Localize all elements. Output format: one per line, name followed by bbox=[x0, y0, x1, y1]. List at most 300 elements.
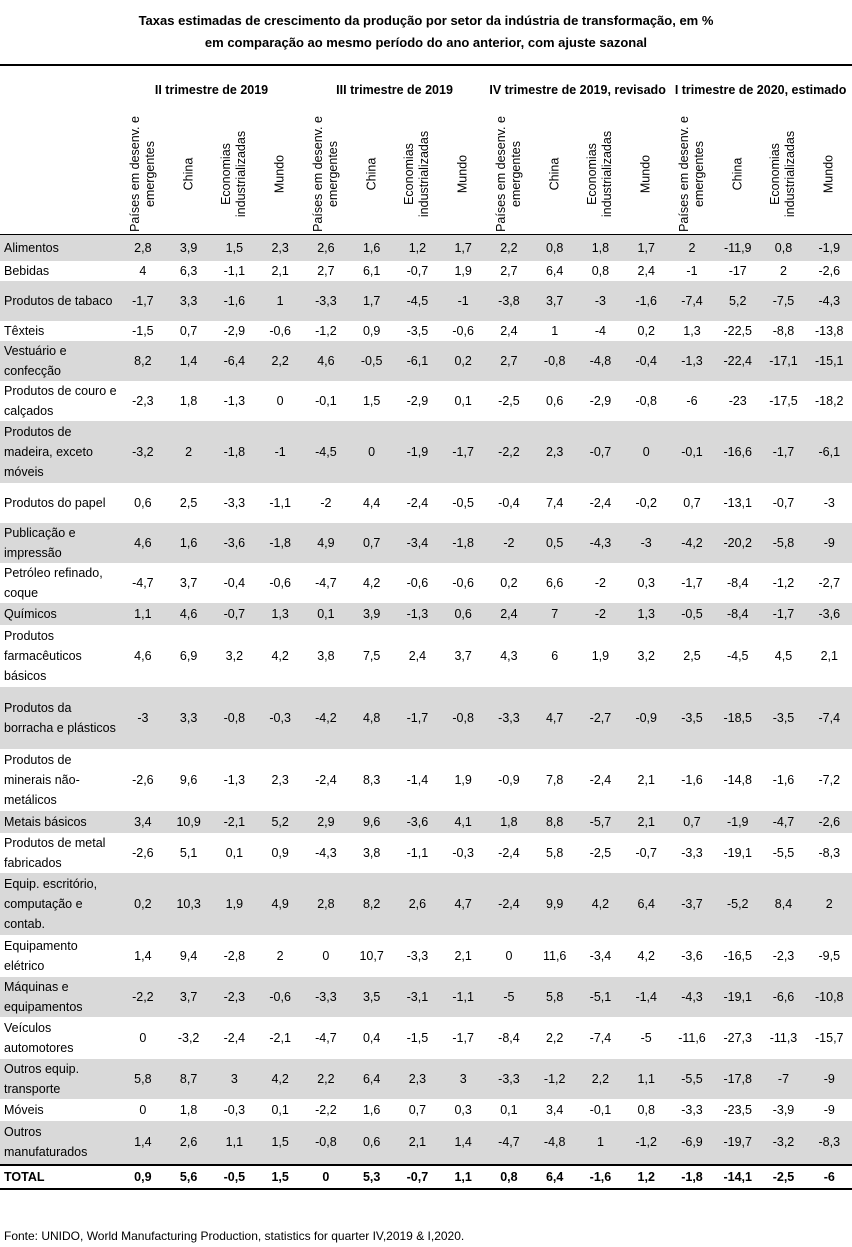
value-cell: -0,8 bbox=[303, 1121, 349, 1165]
value-cell: -1,6 bbox=[772, 772, 795, 787]
value-cell: 7 bbox=[532, 603, 578, 625]
value-cell: -3,1 bbox=[395, 977, 441, 1017]
value-cell: -1,7 bbox=[761, 421, 807, 483]
value-cell: 1,9 bbox=[591, 648, 610, 663]
table-row bbox=[0, 833, 852, 873]
value-cell: -4,7 bbox=[486, 1121, 532, 1165]
value-cell: 3 bbox=[440, 1059, 486, 1099]
value-cell: -0,8 bbox=[212, 687, 258, 749]
value-cell: 0,7 bbox=[349, 523, 395, 563]
column-header-label: China bbox=[364, 157, 379, 191]
value-cell: 2,6 bbox=[395, 873, 441, 935]
value-cell: 2,8 bbox=[303, 873, 349, 935]
row-label: Produtos de couro e calçados bbox=[4, 383, 117, 418]
total-value-cell: 6,4 bbox=[532, 1165, 578, 1189]
table-title bbox=[0, 10, 852, 54]
row-label: Outros manufaturados bbox=[0, 1121, 120, 1165]
value-cell: -1,1 bbox=[440, 977, 486, 1017]
value-cell: 1,4 bbox=[440, 1121, 486, 1165]
value-cell: 2,4 bbox=[408, 648, 427, 663]
value-cell: -0,7 bbox=[635, 845, 657, 860]
value-cell: 0,7 bbox=[683, 495, 701, 510]
value-cell: -2,9 bbox=[406, 393, 429, 408]
value-cell: -2,9 bbox=[223, 323, 246, 338]
value-cell: 4,2 bbox=[637, 948, 655, 963]
value-cell: 0 bbox=[505, 948, 513, 963]
value-cell: -1,5 bbox=[132, 323, 154, 338]
value-cell: -3,6 bbox=[806, 603, 852, 625]
value-cell: -1,6 bbox=[681, 772, 703, 787]
value-cell: -8,3 bbox=[818, 845, 841, 860]
value-cell: -1,7 bbox=[120, 281, 166, 321]
value-cell: 1,4 bbox=[166, 341, 212, 381]
value-cell: 9,9 bbox=[532, 873, 578, 935]
value-cell: -4,5 bbox=[303, 421, 349, 483]
value-cell: 1 bbox=[551, 323, 559, 338]
value-cell: -3,8 bbox=[486, 281, 532, 321]
value-cell: -7,4 bbox=[669, 281, 715, 321]
value-cell: -7 bbox=[761, 1059, 807, 1099]
table-row bbox=[0, 483, 852, 523]
total-value-cell: 1,2 bbox=[623, 1165, 669, 1189]
value-cell: -3,3 bbox=[681, 1102, 703, 1117]
value-cell: 7,4 bbox=[545, 495, 564, 510]
value-cell: 2,2 bbox=[257, 341, 303, 381]
value-cell: 3,7 bbox=[454, 648, 472, 663]
value-cell: -3 bbox=[823, 495, 835, 510]
value-cell: 1,1 bbox=[120, 603, 166, 625]
value-cell: 1,2 bbox=[395, 235, 441, 261]
value-cell: 6,6 bbox=[545, 575, 564, 590]
total-value-cell: -2,5 bbox=[761, 1165, 807, 1189]
value-cell: -1,1 bbox=[223, 263, 246, 278]
value-cell: -1,5 bbox=[406, 1030, 429, 1045]
table-row bbox=[0, 935, 852, 977]
value-cell: -13,1 bbox=[723, 495, 752, 510]
value-cell: 0 bbox=[276, 393, 284, 408]
value-cell: 4,1 bbox=[440, 811, 486, 833]
value-cell: -3,3 bbox=[303, 281, 349, 321]
value-cell: -20,2 bbox=[715, 523, 761, 563]
column-header-label: Economias industrializadas bbox=[219, 130, 249, 218]
value-cell: 1,1 bbox=[212, 1121, 258, 1165]
value-cell: -2,7 bbox=[818, 575, 841, 590]
value-cell: 1 bbox=[578, 1121, 624, 1165]
column-header-label: China bbox=[730, 157, 745, 191]
value-cell: -1,4 bbox=[623, 977, 669, 1017]
value-cell: 9,6 bbox=[179, 772, 198, 787]
value-cell: 0,3 bbox=[454, 1102, 472, 1117]
value-cell: 0,4 bbox=[362, 1030, 381, 1045]
value-cell: 9,4 bbox=[179, 948, 198, 963]
value-cell: 2,1 bbox=[395, 1121, 441, 1165]
value-cell: -4,3 bbox=[806, 281, 852, 321]
value-cell: -18,5 bbox=[715, 687, 761, 749]
value-cell: -9 bbox=[806, 1059, 852, 1099]
table-row bbox=[0, 421, 852, 483]
value-cell: -15,7 bbox=[815, 1030, 844, 1045]
total-value-cell: -1,8 bbox=[669, 1165, 715, 1189]
value-cell: -1,6 bbox=[212, 281, 258, 321]
value-cell: 0,6 bbox=[349, 1121, 395, 1165]
value-cell: 0,2 bbox=[500, 575, 518, 590]
value-cell: -3,5 bbox=[406, 323, 429, 338]
value-cell: -6,4 bbox=[212, 341, 258, 381]
total-value-cell: -1,6 bbox=[578, 1165, 624, 1189]
value-cell: 4,6 bbox=[120, 523, 166, 563]
value-cell: 3,2 bbox=[637, 648, 655, 663]
value-cell: 4,4 bbox=[362, 495, 381, 510]
growth-table bbox=[0, 64, 852, 1190]
value-cell: 6 bbox=[551, 648, 559, 663]
value-cell: 0,1 bbox=[271, 1102, 289, 1117]
value-cell: -1,2 bbox=[623, 1121, 669, 1165]
corner-cell bbox=[0, 65, 120, 114]
value-cell: -3,2 bbox=[761, 1121, 807, 1165]
value-cell: 0,8 bbox=[532, 235, 578, 261]
value-cell: -3,3 bbox=[406, 948, 429, 963]
table-body bbox=[0, 235, 852, 1189]
value-cell: 2 bbox=[276, 948, 284, 963]
value-cell: -0,6 bbox=[269, 323, 291, 338]
column-header bbox=[623, 114, 669, 235]
value-cell: -1,8 bbox=[257, 523, 303, 563]
row-label: Outros equip. transporte bbox=[0, 1059, 120, 1099]
value-cell: -0,4 bbox=[223, 575, 246, 590]
value-cell: 0,8 bbox=[761, 235, 807, 261]
value-cell: -18,2 bbox=[815, 393, 844, 408]
value-cell: -16,6 bbox=[715, 421, 761, 483]
value-cell: 0 bbox=[623, 421, 669, 483]
value-cell: -17,1 bbox=[761, 341, 807, 381]
value-cell: -8,4 bbox=[715, 603, 761, 625]
table-row bbox=[0, 977, 852, 1017]
value-cell: -5 bbox=[640, 1030, 652, 1045]
value-cell: 4,9 bbox=[257, 873, 303, 935]
value-cell: 0 bbox=[139, 1102, 147, 1117]
value-cell: 5,2 bbox=[257, 811, 303, 833]
value-cell: -3,3 bbox=[486, 687, 532, 749]
value-cell: 2,2 bbox=[578, 1059, 624, 1099]
value-cell: -5,8 bbox=[761, 523, 807, 563]
value-cell: -0,1 bbox=[315, 393, 337, 408]
column-header bbox=[303, 114, 349, 235]
value-cell: -5,1 bbox=[578, 977, 624, 1017]
value-cell: 0,2 bbox=[637, 323, 655, 338]
value-cell: 1,3 bbox=[623, 603, 669, 625]
value-cell: -22,5 bbox=[723, 323, 752, 338]
value-cell: 1,6 bbox=[362, 1102, 381, 1117]
title-line-1: Taxas estimadas de crescimento da produção por setor da indústria de transformação, em % bbox=[138, 13, 714, 28]
value-cell: 3,5 bbox=[349, 977, 395, 1017]
value-cell: -4,3 bbox=[578, 523, 624, 563]
value-cell: -1 bbox=[257, 421, 303, 483]
table-row bbox=[0, 625, 852, 687]
value-cell: -3,9 bbox=[772, 1102, 795, 1117]
value-cell: -3 bbox=[578, 281, 624, 321]
value-cell: 4,2 bbox=[257, 1059, 303, 1099]
total-value-cell: -14,1 bbox=[715, 1165, 761, 1189]
value-cell: -22,4 bbox=[715, 341, 761, 381]
value-cell: 2 bbox=[166, 421, 212, 483]
row-label: Produtos de metal fabricados bbox=[4, 835, 106, 870]
value-cell: 4,7 bbox=[440, 873, 486, 935]
value-cell: 8,3 bbox=[362, 772, 381, 787]
source-note: Fonte: UNIDO, World Manufacturing Production, statistics for quarter IV,2019 & I,2020. bbox=[4, 1229, 465, 1243]
value-cell: 4,2 bbox=[578, 873, 624, 935]
value-cell: -0,3 bbox=[223, 1102, 246, 1117]
value-cell: -19,1 bbox=[723, 845, 752, 860]
value-cell: -5,5 bbox=[669, 1059, 715, 1099]
value-cell: 3,2 bbox=[225, 648, 244, 663]
value-cell: -0,7 bbox=[406, 263, 429, 278]
value-cell: 1,8 bbox=[179, 393, 198, 408]
column-header bbox=[486, 114, 532, 235]
value-cell: 2 bbox=[780, 263, 787, 278]
value-cell: -4,8 bbox=[578, 341, 624, 381]
value-cell: 8,7 bbox=[166, 1059, 212, 1099]
value-cell: 2,9 bbox=[303, 811, 349, 833]
value-cell: 4,6 bbox=[134, 648, 152, 663]
value-cell: -3,3 bbox=[681, 845, 703, 860]
value-cell: -2,2 bbox=[120, 977, 166, 1017]
value-cell: -2,5 bbox=[498, 393, 520, 408]
value-cell: -2 bbox=[486, 523, 532, 563]
value-cell: -1,7 bbox=[681, 575, 703, 590]
value-cell: 1,4 bbox=[120, 1121, 166, 1165]
value-cell: 6,4 bbox=[349, 1059, 395, 1099]
value-cell: -2,4 bbox=[589, 495, 612, 510]
value-cell: 2,6 bbox=[166, 1121, 212, 1165]
value-cell: 0,1 bbox=[500, 1102, 518, 1117]
value-cell: 1,8 bbox=[486, 811, 532, 833]
value-cell: -3,5 bbox=[761, 687, 807, 749]
value-cell: 4,8 bbox=[349, 687, 395, 749]
column-header-label: Países em desenv. e emergentes bbox=[310, 116, 340, 232]
value-cell: -4,8 bbox=[532, 1121, 578, 1165]
value-cell: -19,7 bbox=[715, 1121, 761, 1165]
value-cell: -4,5 bbox=[726, 648, 749, 663]
value-cell: 0 bbox=[322, 948, 330, 963]
column-header-label: Mundo bbox=[272, 154, 287, 194]
value-cell: 0,2 bbox=[440, 341, 486, 381]
value-cell: -1,7 bbox=[395, 687, 441, 749]
value-cell: 9,6 bbox=[349, 811, 395, 833]
value-cell: -0,6 bbox=[406, 575, 429, 590]
value-cell: -4,2 bbox=[303, 687, 349, 749]
value-cell: -1,9 bbox=[715, 811, 761, 833]
period-header: III trimestre de 2019 bbox=[303, 65, 486, 114]
value-cell: -0,4 bbox=[623, 341, 669, 381]
column-header bbox=[440, 114, 486, 235]
value-cell: -1,1 bbox=[269, 495, 291, 510]
value-cell: -11,3 bbox=[769, 1030, 798, 1045]
column-header-label: Mundo bbox=[821, 154, 836, 194]
value-cell: 11,6 bbox=[542, 948, 567, 963]
column-header-label: Países em desenv. e emergentes bbox=[127, 116, 157, 232]
column-header bbox=[715, 114, 761, 235]
value-cell: -0,6 bbox=[452, 323, 474, 338]
column-header-label: Economias industrializadas bbox=[768, 130, 798, 218]
value-cell: 3,7 bbox=[179, 575, 198, 590]
column-header bbox=[669, 114, 715, 235]
value-cell: 0,6 bbox=[134, 495, 152, 510]
value-cell: -0,9 bbox=[498, 772, 520, 787]
value-cell: 6,4 bbox=[545, 263, 564, 278]
value-cell: -1,2 bbox=[532, 1059, 578, 1099]
value-cell: 0,8 bbox=[637, 1102, 655, 1117]
value-cell: 2,8 bbox=[120, 235, 166, 261]
value-cell: -0,9 bbox=[623, 687, 669, 749]
table-row bbox=[0, 381, 852, 421]
value-cell: -2,3 bbox=[212, 977, 258, 1017]
value-cell: 1,7 bbox=[440, 235, 486, 261]
value-cell: -8,4 bbox=[726, 575, 749, 590]
value-cell: -1 bbox=[686, 263, 698, 278]
table-row bbox=[0, 341, 852, 381]
value-cell: 1,6 bbox=[349, 235, 395, 261]
value-cell: 2,1 bbox=[271, 263, 289, 278]
value-cell: -2,4 bbox=[223, 1030, 246, 1045]
value-cell: -11,6 bbox=[678, 1030, 706, 1045]
value-cell: -1,2 bbox=[772, 575, 795, 590]
row-label: Máquinas e equipamentos bbox=[0, 977, 120, 1017]
value-cell: -5,5 bbox=[772, 845, 795, 860]
value-cell: 4,2 bbox=[271, 648, 289, 663]
table-row bbox=[0, 1059, 852, 1099]
value-cell: 2,6 bbox=[303, 235, 349, 261]
value-cell: -4,7 bbox=[315, 1030, 337, 1045]
value-cell: -0,3 bbox=[452, 845, 474, 860]
column-header bbox=[578, 114, 624, 235]
value-cell: 6,1 bbox=[362, 263, 381, 278]
column-header bbox=[395, 114, 441, 235]
value-cell: 0,1 bbox=[225, 845, 244, 860]
row-label: Equip. escritório, computação e contab. bbox=[0, 873, 120, 935]
value-cell: 2,1 bbox=[623, 811, 669, 833]
value-cell: -4,3 bbox=[669, 977, 715, 1017]
value-cell: -2,2 bbox=[486, 421, 532, 483]
value-cell: -4,7 bbox=[761, 811, 807, 833]
corner-cell-sub bbox=[0, 114, 120, 235]
value-cell: -2,6 bbox=[132, 772, 154, 787]
value-cell: -3,3 bbox=[223, 495, 246, 510]
value-cell: 4,6 bbox=[303, 341, 349, 381]
row-label: Produtos de minerais não-metálicos bbox=[4, 752, 80, 807]
value-cell: 6,3 bbox=[179, 263, 198, 278]
total-value-cell: 0,9 bbox=[120, 1165, 166, 1189]
value-cell: -2,6 bbox=[806, 811, 852, 833]
value-cell: -1,6 bbox=[623, 281, 669, 321]
value-cell: -0,7 bbox=[212, 603, 258, 625]
value-cell: -17,8 bbox=[715, 1059, 761, 1099]
column-header bbox=[349, 114, 395, 235]
value-cell: -1,2 bbox=[315, 323, 337, 338]
value-cell: 0,9 bbox=[271, 845, 289, 860]
column-header-label: Mundo bbox=[638, 154, 653, 194]
value-cell: -1,7 bbox=[452, 1030, 474, 1045]
table-row bbox=[0, 1017, 852, 1059]
value-cell: 0,7 bbox=[408, 1102, 427, 1117]
value-cell: 2,5 bbox=[683, 648, 701, 663]
value-cell: -2,6 bbox=[132, 845, 154, 860]
row-label: Têxteis bbox=[4, 323, 45, 338]
table-row bbox=[0, 1121, 852, 1165]
total-label: TOTAL bbox=[0, 1165, 120, 1189]
value-cell: 0,6 bbox=[440, 603, 486, 625]
value-cell: -0,4 bbox=[498, 495, 520, 510]
value-cell: 2,4 bbox=[486, 603, 532, 625]
value-cell: 2,3 bbox=[257, 235, 303, 261]
value-cell: -3 bbox=[623, 523, 669, 563]
value-cell: 0,8 bbox=[591, 263, 610, 278]
value-cell: -23 bbox=[728, 393, 747, 408]
value-cell: 1 bbox=[257, 281, 303, 321]
value-cell: -17,5 bbox=[769, 393, 798, 408]
value-cell: 1,1 bbox=[623, 1059, 669, 1099]
value-cell: 3,7 bbox=[166, 977, 212, 1017]
value-cell: 3,8 bbox=[362, 845, 381, 860]
value-cell: -1,7 bbox=[440, 421, 486, 483]
value-cell: 1,8 bbox=[578, 235, 624, 261]
value-cell: -0,8 bbox=[532, 341, 578, 381]
value-cell: 3,9 bbox=[166, 235, 212, 261]
column-header bbox=[120, 114, 166, 235]
table-row bbox=[0, 1099, 852, 1121]
total-row bbox=[0, 1165, 852, 1189]
value-cell: 1,5 bbox=[257, 1121, 303, 1165]
value-cell: 2,7 bbox=[317, 263, 335, 278]
value-cell: -1,4 bbox=[406, 772, 429, 787]
table-row bbox=[0, 281, 852, 321]
value-cell: 0,6 bbox=[545, 393, 564, 408]
value-cell: -1,8 bbox=[212, 421, 258, 483]
value-cell: 2,3 bbox=[271, 772, 289, 787]
total-value-cell: 0,8 bbox=[486, 1165, 532, 1189]
value-cell: -3,3 bbox=[486, 1059, 532, 1099]
row-label: Bebidas bbox=[4, 263, 50, 278]
total-value-cell: -0,5 bbox=[212, 1165, 258, 1189]
value-cell: -0,5 bbox=[452, 495, 474, 510]
table-row bbox=[0, 603, 852, 625]
row-label: Vestuário e confecção bbox=[0, 341, 120, 381]
column-header bbox=[532, 114, 578, 235]
value-cell: -7,2 bbox=[818, 772, 841, 787]
value-cell: -2,7 bbox=[578, 687, 624, 749]
value-cell: -10,8 bbox=[806, 977, 852, 1017]
value-cell: 4,6 bbox=[166, 603, 212, 625]
table-row bbox=[0, 749, 852, 811]
value-cell: -0,6 bbox=[257, 977, 303, 1017]
value-cell: -3,2 bbox=[120, 421, 166, 483]
total-value-cell: -0,7 bbox=[395, 1165, 441, 1189]
value-cell: -4,5 bbox=[395, 281, 441, 321]
row-label: Produtos de madeira, exceto móveis bbox=[0, 421, 120, 483]
value-cell: 2,5 bbox=[179, 495, 198, 510]
value-cell: -1,3 bbox=[669, 341, 715, 381]
value-cell: 6,4 bbox=[623, 873, 669, 935]
row-label: Veículos automotores bbox=[4, 1020, 74, 1055]
value-cell: -6 bbox=[686, 393, 698, 408]
value-cell: -3,3 bbox=[303, 977, 349, 1017]
row-label: Químicos bbox=[0, 603, 120, 625]
value-cell: -2,4 bbox=[589, 772, 612, 787]
total-value-cell: 5,6 bbox=[166, 1165, 212, 1189]
value-cell: -19,1 bbox=[715, 977, 761, 1017]
value-cell: 3,9 bbox=[349, 603, 395, 625]
title-line-2: em comparação ao mesmo período do ano anterior, com ajuste sazonal bbox=[204, 35, 648, 50]
value-cell: 2,2 bbox=[303, 1059, 349, 1099]
